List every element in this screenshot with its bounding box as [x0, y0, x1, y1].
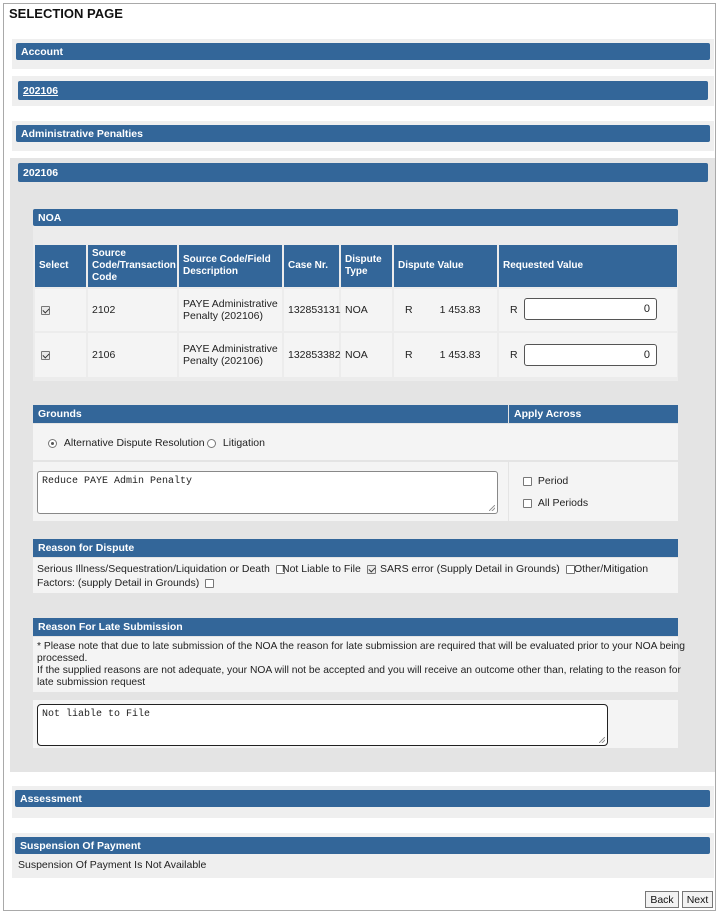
other-label-line2: Factors: (supply Detail in Grounds): [37, 577, 200, 589]
back-button[interactable]: Back: [645, 891, 679, 908]
requested-currency-label: R: [510, 304, 518, 316]
account-header: [16, 43, 710, 60]
table-cell-dispute-value: [394, 333, 497, 377]
period-link-header[interactable]: [18, 81, 708, 100]
table-cell-dispute-type: NOA: [341, 333, 392, 377]
dispute-value: 1 453.83: [439, 304, 481, 316]
late-note-line1: * Please note that due to late submission of the NOA the reason for late submission are required that will be evaluated prior to your NOA being: [37, 641, 685, 652]
period-header: [18, 163, 708, 182]
sars-error-option[interactable]: [380, 563, 575, 575]
account-header-label: Account: [21, 45, 63, 58]
late-note-line3: If the supplied reasons are not adequate, your NOA will not be accepted and you will receive an outcome other than, relating to the reason for: [37, 665, 681, 676]
period-label: Period: [537, 475, 569, 487]
table-row-select[interactable]: [35, 289, 86, 331]
col-case-nr: Case Nr.: [284, 245, 339, 287]
table-row-select[interactable]: [35, 333, 86, 377]
table-cell-dispute-type: NOA: [341, 289, 392, 331]
apply-across-label: Apply Across: [514, 408, 582, 420]
late-submission-header: [33, 618, 678, 636]
reason-dispute-label: Reason for Dispute: [38, 542, 135, 554]
resize-grip-icon[interactable]: [489, 505, 495, 511]
adr-option[interactable]: [48, 437, 205, 449]
period-checkbox[interactable]: [523, 477, 532, 486]
grounds-text: Reduce PAYE Admin Penalty: [42, 476, 193, 487]
grounds-header-label: Grounds: [38, 408, 82, 420]
requested-value-input[interactable]: 0: [524, 298, 657, 320]
apply-across-header: [509, 405, 678, 423]
table-cell-code: 2102: [88, 289, 177, 331]
other-label-line1: Other/Mitigation: [574, 563, 649, 575]
adr-radio[interactable]: [48, 439, 57, 448]
suspension-label: Suspension Of Payment: [20, 839, 141, 852]
litigation-radio[interactable]: [207, 439, 216, 448]
period-link[interactable]: 202106: [23, 84, 59, 97]
litigation-label: Litigation: [222, 437, 265, 449]
assessment-label: Assessment: [20, 792, 82, 805]
all-periods-checkbox[interactable]: [523, 499, 532, 508]
late-reason-textarea[interactable]: [37, 704, 608, 746]
next-button[interactable]: Next: [682, 891, 713, 908]
table-cell-case-nr: 132853131: [284, 289, 339, 331]
currency-label: R: [405, 304, 413, 316]
requested-currency-label: R: [510, 349, 518, 361]
not-liable-option[interactable]: [282, 563, 376, 575]
late-note-line2: processed.: [37, 653, 88, 664]
table-cell-description: PAYE Administrative Penalty (202106): [179, 333, 282, 377]
other-option[interactable]: [37, 577, 214, 589]
suspension-header: [15, 837, 710, 854]
row-select-checkbox[interactable]: [41, 306, 50, 315]
col-description: Source Code/Field Description: [179, 245, 282, 287]
admin-penalties-header: [16, 125, 710, 142]
all-periods-label: All Periods: [537, 497, 589, 509]
table-cell-case-nr: 132853382: [284, 333, 339, 377]
col-select: Select: [35, 245, 86, 287]
row-select-checkbox[interactable]: [41, 351, 50, 360]
other-checkbox[interactable]: [205, 579, 214, 588]
grounds-header: [33, 405, 508, 423]
col-dispute-value: Dispute Value: [394, 245, 497, 287]
table-cell-description: PAYE Administrative Penalty (202106): [179, 289, 282, 331]
late-reason-text: Not liable to File: [42, 709, 151, 720]
suspension-text: Suspension Of Payment Is Not Available: [18, 859, 207, 871]
period-option[interactable]: [523, 475, 568, 487]
sars-error-label: SARS error (Supply Detail in Grounds): [380, 563, 560, 575]
late-note-line4: late submission request: [37, 677, 146, 688]
noa-header-label: NOA: [38, 211, 62, 224]
col-requested-value: Requested Value: [499, 245, 677, 287]
serious-label: Serious Illness/Sequestration/Liquidation or Death: [37, 563, 270, 575]
dispute-value: 1 453.83: [439, 349, 481, 361]
late-submission-label: Reason For Late Submission: [38, 621, 183, 633]
all-periods-option[interactable]: [523, 497, 588, 509]
admin-penalties-label: Administrative Penalties: [21, 127, 143, 140]
resize-grip-icon[interactable]: [599, 737, 605, 743]
table-cell-code: 2106: [88, 333, 177, 377]
noa-header: [33, 209, 678, 226]
litigation-option[interactable]: [207, 437, 265, 449]
table-cell-dispute-value: [394, 289, 497, 331]
not-liable-checkbox[interactable]: [367, 565, 376, 574]
currency-label: R: [405, 349, 413, 361]
page-title: SELECTION PAGE: [9, 6, 123, 21]
requested-value-input[interactable]: 0: [524, 344, 657, 366]
col-dispute-type: Dispute Type: [341, 245, 392, 287]
apply-across-cell: [509, 462, 678, 521]
serious-option[interactable]: [37, 563, 285, 575]
not-liable-label: Not Liable to File: [282, 563, 361, 575]
assessment-header: [15, 790, 710, 807]
reason-dispute-header: [33, 539, 678, 557]
adr-label: Alternative Dispute Resolution: [63, 437, 205, 449]
period-header-label: 202106: [23, 166, 59, 179]
grounds-textarea[interactable]: [37, 471, 498, 514]
col-source-code: Source Code/Transaction Code: [88, 245, 177, 287]
